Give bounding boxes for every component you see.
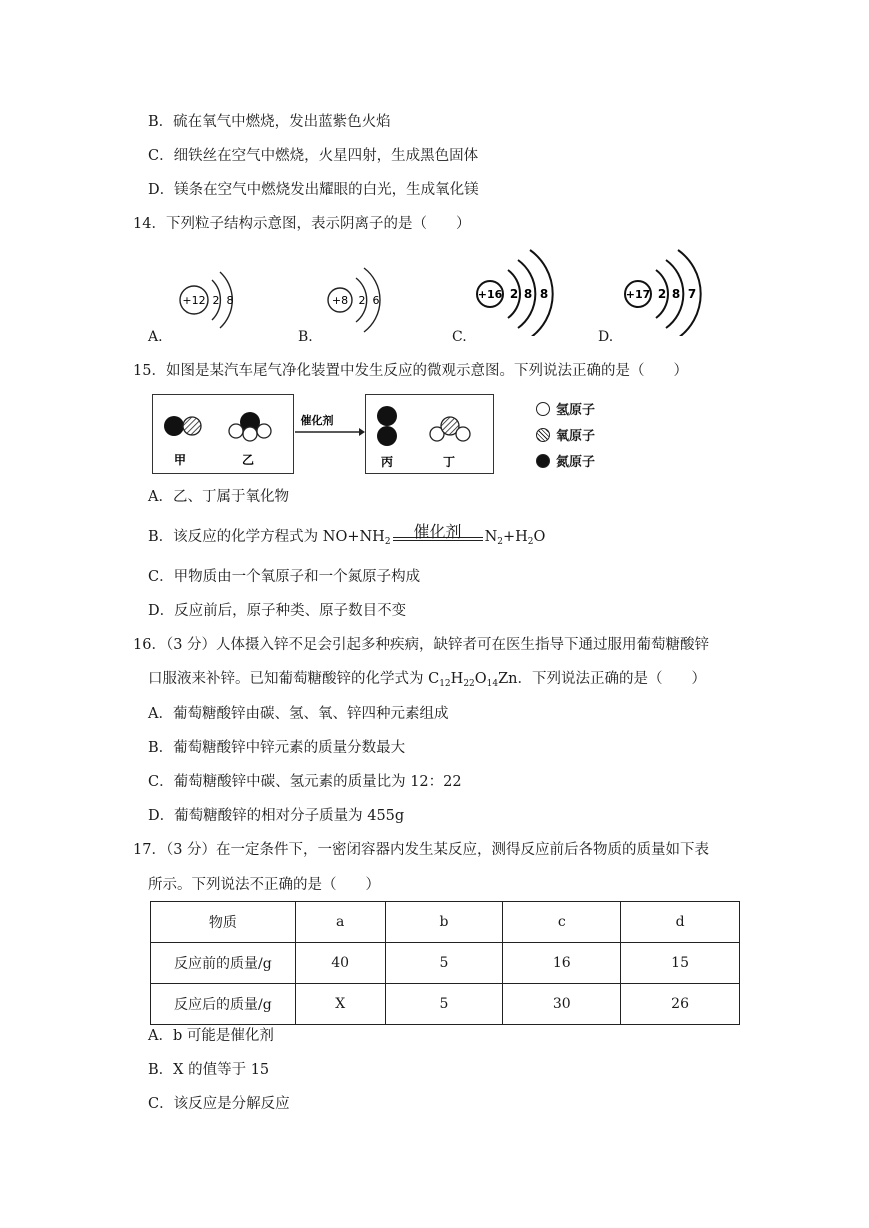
subscript: 22 — [463, 679, 475, 689]
table-cell: 16 — [503, 943, 621, 984]
q15-option-c: C．甲物质由一个氧原子和一个氮原子构成 — [148, 569, 421, 585]
q13-option-b: B．硫在氧气中燃烧，发出蓝紫色火焰 — [148, 114, 391, 130]
nitrogen-atom-icon — [377, 426, 397, 446]
q14-c-shell-1: 2 — [509, 287, 519, 301]
hydrogen-atom-icon — [243, 427, 257, 441]
q14-b-nucleus: +8 — [331, 294, 349, 307]
table-header-cell: 物质 — [151, 902, 296, 943]
table-header-cell: a — [295, 902, 385, 943]
q16-stem-text: 口服液来补锌。已知葡萄糖酸锌的化学式为 C — [148, 671, 440, 687]
q15-arrow-label: 催化剂 — [300, 414, 334, 427]
table-cell: 反应前的质量/g — [151, 943, 296, 984]
subscript: 2 — [384, 537, 391, 547]
table-cell: 30 — [503, 984, 621, 1025]
q15-legend-oxygen-text: 氧原子 — [556, 429, 596, 444]
q15-reactant-molecules — [152, 394, 294, 474]
hydrogen-atom-icon — [229, 424, 243, 438]
q16-option-a: A．葡萄糖酸锌由碳、氢、氧、锌四种元素组成 — [148, 706, 449, 722]
q14-c-shell-3: 8 — [539, 287, 549, 301]
table-cell: 反应后的质量/g — [151, 984, 296, 1025]
oxygen-atom-icon — [183, 417, 201, 435]
q15-legend-nitrogen-text: 氮原子 — [556, 455, 596, 470]
q14-c-shell-2: 8 — [523, 287, 533, 301]
q14-a-shell-1: 2 — [212, 294, 220, 307]
q14-atom-a — [170, 258, 260, 338]
catalyst-label: 催化剂 — [413, 522, 462, 541]
subscript: 14 — [486, 679, 499, 689]
table-row — [151, 984, 740, 1025]
q15-option-b — [148, 522, 546, 547]
q16-stem-line2 — [148, 670, 706, 688]
q14-d-shell-2: 8 — [671, 287, 681, 301]
nitrogen-atom-icon — [536, 454, 550, 468]
q13-option-c: C．细铁丝在空气中燃烧，火星四射，生成黑色固体 — [148, 148, 479, 164]
q15-stem: 15．如图是某汽车尾气净化装置中发生反应的微观示意图。下列说法正确的是（ ） — [133, 363, 688, 379]
q17-option-b: B．X 的值等于 15 — [148, 1062, 270, 1078]
q15-arrow — [293, 410, 365, 440]
catalyst-equals-sign — [393, 522, 483, 541]
q17-stem-line2: 所示。下列说法不正确的是（ ） — [148, 877, 380, 893]
table-header-cell: c — [503, 902, 621, 943]
q14-d-nucleus: +17 — [625, 288, 651, 301]
q14-b-shell-2: 6 — [372, 294, 380, 307]
table-header-cell: d — [621, 902, 740, 943]
oxygen-atom-icon — [536, 428, 550, 442]
q15-legend-nitrogen — [536, 451, 595, 470]
hydrogen-atom-icon — [257, 424, 271, 438]
q15-option-d: D．反应前后，原子种类、原子数目不变 — [148, 603, 407, 619]
q15-option-a: A．乙、丁属于氧化物 — [148, 489, 289, 505]
q14-d-shell-3: 7 — [687, 287, 697, 301]
q17-option-c: C．该反应是分解反应 — [148, 1096, 290, 1112]
table-row — [151, 943, 740, 984]
q14-option-c-label: C. — [452, 329, 467, 345]
q15-option-b-text: B．该反应的化学方程式为 NO+NH — [148, 529, 385, 545]
formula-o: O — [474, 671, 487, 687]
hydrogen-atom-icon — [456, 427, 470, 441]
table-header-row — [151, 902, 740, 943]
q16-option-c: C．葡萄糖酸锌中碳、氢元素的质量比为 12：22 — [148, 774, 462, 790]
q15-product-molecules — [365, 394, 494, 474]
formula-h: +H — [502, 529, 528, 545]
q16-option-d: D．葡萄糖酸锌的相对分子质量为 455g — [148, 808, 405, 824]
q15-legend-oxygen — [536, 425, 595, 444]
q14-option-a-label: A. — [148, 329, 163, 345]
q13-option-d: D．镁条在空气中燃烧发出耀眼的白光，生成氧化镁 — [148, 182, 479, 198]
nitrogen-atom-icon — [164, 416, 184, 436]
table-cell: 5 — [385, 943, 503, 984]
q15-label-bing: 丙 — [380, 455, 394, 469]
q14-stem: 14．下列粒子结构示意图，表示阴离子的是（ ） — [133, 216, 471, 232]
table-cell: 40 — [295, 943, 385, 984]
subscript: 12 — [439, 679, 451, 689]
q15-label-ding: 丁 — [442, 455, 456, 469]
q14-d-shell-1: 2 — [657, 287, 667, 301]
table-cell: X — [295, 984, 385, 1025]
q14-b-shell-1: 2 — [358, 294, 366, 307]
q14-option-d-label: D. — [598, 329, 614, 345]
table-cell: 26 — [621, 984, 740, 1025]
q16-stem-line1: 16．（3 分）人体摄入锌不足会引起多种疾病，缺锌者可在医生指导下通过服用葡萄糖酸锌 — [133, 637, 710, 653]
q17-option-a: A．b 可能是催化剂 — [148, 1028, 274, 1044]
q17-mass-table — [150, 901, 740, 1025]
q14-c-nucleus: +16 — [477, 288, 503, 301]
table-cell: 5 — [385, 984, 503, 1025]
hydrogen-atom-icon — [536, 402, 550, 416]
q15-legend-hydrogen-text: 氢原子 — [556, 403, 596, 418]
table-cell: 15 — [621, 943, 740, 984]
q14-atom-d — [620, 246, 730, 336]
q14-option-b-label: B. — [298, 329, 313, 345]
nitrogen-atom-icon — [377, 406, 397, 426]
q14-atom-c — [472, 246, 582, 336]
subscript: 2 — [497, 537, 503, 547]
q14-atom-b — [318, 260, 408, 340]
q14-a-nucleus: +12 — [182, 294, 206, 307]
q15-label-yi: 乙 — [241, 453, 255, 467]
q14-a-shell-2: 8 — [226, 294, 234, 307]
q15-label-jia: 甲 — [173, 453, 187, 467]
subscript: 2 — [527, 537, 534, 547]
table-header-cell: b — [385, 902, 503, 943]
q15-legend-hydrogen — [536, 399, 595, 418]
q17-stem-line1: 17．（3 分）在一定条件下，一密闭容器内发生某反应，测得反应前后各物质的质量如下表 — [133, 842, 710, 858]
formula-o: O — [533, 529, 546, 545]
q16-stem-suffix: Zn．下列说法正确的是（ ） — [498, 671, 707, 687]
formula-n: N — [484, 529, 498, 545]
q16-option-b: B．葡萄糖酸锌中锌元素的质量分数最大 — [148, 740, 406, 756]
formula-h: H — [450, 671, 464, 687]
